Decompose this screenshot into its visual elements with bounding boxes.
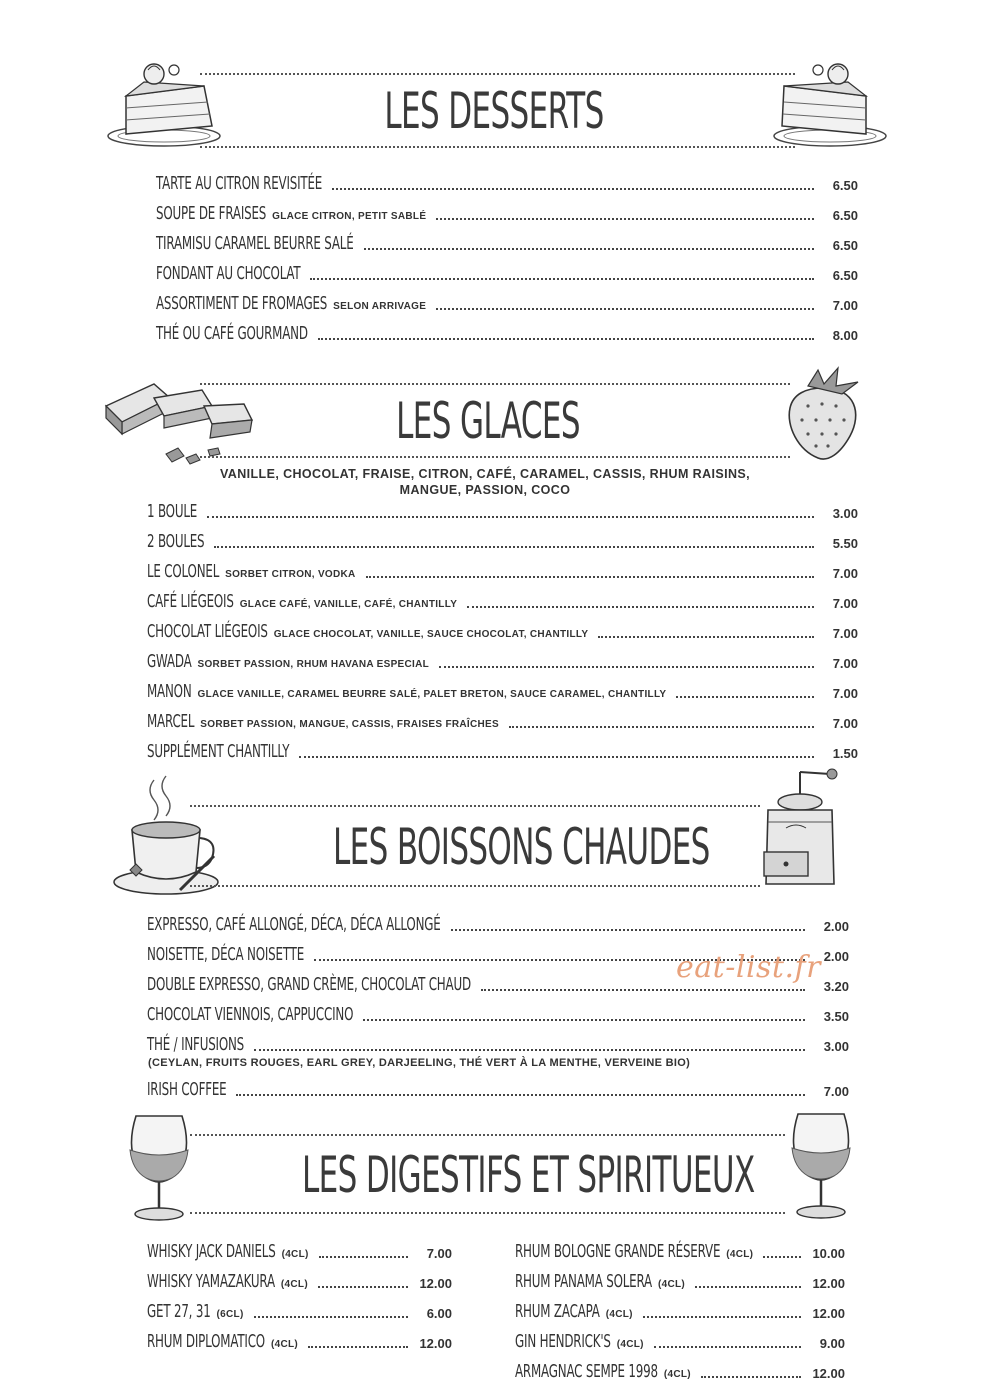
menu-item-price: 1.50 xyxy=(832,746,858,761)
menu-item xyxy=(147,1300,452,1322)
desserts-title: LES DESSERTS xyxy=(384,82,604,140)
menu-item-name: GIN HENDRICK'S xyxy=(515,1331,611,1352)
menu-item-name: GWADA xyxy=(147,651,192,672)
coffee-grinder-illustration xyxy=(760,762,840,892)
menu-item-name: NOISETTE, DÉCA NOISETTE xyxy=(147,944,305,965)
brandy-glass-right-illustration xyxy=(786,1108,856,1223)
menu-item xyxy=(147,1330,452,1352)
dotted-leader xyxy=(332,188,814,190)
menu-item-price: 10.00 xyxy=(812,1246,845,1261)
menu-item xyxy=(147,1078,849,1100)
dotted-leader xyxy=(436,308,814,310)
glaces-top-rule xyxy=(200,383,790,385)
dotted-leader xyxy=(318,1286,408,1288)
menu-item-name: FONDANT AU CHOCOLAT xyxy=(156,263,301,284)
dotted-leader xyxy=(481,989,805,991)
menu-item-name: THÉ OU CAFÉ GOURMAND xyxy=(156,323,308,344)
chocolate-bar-illustration xyxy=(100,376,260,476)
dotted-leader xyxy=(467,606,814,608)
menu-item-price: 2.00 xyxy=(823,919,849,934)
glaces-bottom-rule xyxy=(200,456,790,458)
menu-item-name: CAFÉ LIÉGEOIS xyxy=(147,591,234,612)
menu-item-price: 12.00 xyxy=(812,1366,845,1381)
glaces-title: LES GLACES xyxy=(396,392,580,450)
menu-item-name: RHUM ZACAPA xyxy=(515,1301,600,1322)
menu-item xyxy=(147,1033,849,1055)
menu-item-name: MANON xyxy=(147,681,192,702)
menu-item xyxy=(147,500,858,522)
menu-item xyxy=(156,172,858,194)
menu-item-price: 5.50 xyxy=(832,536,858,551)
menu-item-description: GLACE CHOCOLAT, VANILLE, SAUCE CHOCOLAT, CHANTILLY xyxy=(273,629,589,640)
digestifs-top-rule xyxy=(190,1134,785,1136)
brandy-glass-left-illustration xyxy=(124,1110,194,1225)
menu-item xyxy=(147,590,858,612)
dotted-leader xyxy=(695,1286,801,1288)
glaces-flavours-line-1: VANILLE, CHOCOLAT, FRAISE, CITRON, CAFÉ, CARAMEL, CASSIS, RHUM RAISINS, xyxy=(219,467,751,481)
menu-item xyxy=(156,232,858,254)
menu-item-name: ASSORTIMENT DE FROMAGES xyxy=(156,293,328,314)
menu-item-price: 6.50 xyxy=(832,208,858,223)
menu-item-name: RHUM DIPLOMATICO xyxy=(147,1331,265,1352)
dotted-leader xyxy=(366,576,814,578)
menu-item xyxy=(147,710,858,732)
menu-item xyxy=(147,913,849,935)
menu-item-name: 2 BOULES xyxy=(147,531,205,552)
dotted-leader xyxy=(299,756,814,758)
menu-item-price: 6.00 xyxy=(426,1306,452,1321)
dotted-leader xyxy=(451,929,805,931)
menu-item-description: (4CL) xyxy=(270,1339,299,1350)
menu-item-price: 7.00 xyxy=(832,656,858,671)
menu-item-name: SOUPE DE FRAISES xyxy=(156,203,267,224)
menu-item-description: SELON ARRIVAGE xyxy=(333,301,427,312)
menu-item-price: 9.00 xyxy=(819,1336,845,1351)
menu-item-name: TIRAMISU CARAMEL BEURRE SALÉ xyxy=(156,233,354,254)
watermark: eat-list.fr xyxy=(676,950,821,985)
menu-item xyxy=(515,1330,845,1352)
menu-item xyxy=(147,1270,452,1292)
menu-item-name: CHOCOLAT LIÉGEOIS xyxy=(147,621,268,642)
menu-item-price: 7.00 xyxy=(832,298,858,313)
menu-item-name: RHUM PANAMA SOLERA xyxy=(515,1271,652,1292)
menu-item-name: EXPRESSO, CAFÉ ALLONGÉ, DÉCA, DÉCA ALLONGÉ xyxy=(147,914,441,935)
menu-item-price: 7.00 xyxy=(832,686,858,701)
menu-item xyxy=(515,1270,845,1292)
menu-item-name: GET 27, 31 xyxy=(147,1301,211,1322)
menu-item xyxy=(515,1240,845,1262)
cake-slice-right-illustration xyxy=(770,56,890,151)
menu-item-price: 3.00 xyxy=(823,1039,849,1054)
menu-item xyxy=(147,1240,452,1262)
menu-item-description: GLACE CAFÉ, VANILLE, CAFÉ, CHANTILLY xyxy=(239,599,458,610)
dotted-leader xyxy=(676,696,814,698)
menu-item-price: 3.50 xyxy=(823,1009,849,1024)
menu-item-price: 2.00 xyxy=(823,949,849,964)
menu-item-price: 7.00 xyxy=(832,566,858,581)
menu-item-name: MARCEL xyxy=(147,711,195,732)
menu-item-price: 8.00 xyxy=(832,328,858,343)
dotted-leader xyxy=(214,546,814,548)
dotted-leader xyxy=(207,516,814,518)
dotted-leader xyxy=(236,1094,805,1096)
desserts-top-rule xyxy=(200,73,795,75)
menu-item xyxy=(147,1003,849,1025)
menu-item-name: WHISKY JACK DANIELS xyxy=(147,1241,276,1262)
menu-item-price: 6.50 xyxy=(832,178,858,193)
dotted-leader xyxy=(654,1346,801,1348)
boissons-title: LES BOISSONS CHAUDES xyxy=(333,818,710,876)
dotted-leader xyxy=(364,248,815,250)
dotted-leader xyxy=(319,1256,408,1258)
boissons-bottom-rule xyxy=(190,885,760,887)
menu-item-name: IRISH COFFEE xyxy=(147,1079,227,1100)
menu-item-description: (4CL) xyxy=(281,1249,309,1260)
menu-item-price: 7.00 xyxy=(832,716,858,731)
menu-item xyxy=(156,322,858,344)
menu-item-name: SUPPLÉMENT CHANTILLY xyxy=(147,741,290,762)
cake-slice-left-illustration xyxy=(104,56,224,151)
dotted-leader xyxy=(509,726,814,728)
dotted-leader xyxy=(439,666,814,668)
menu-item-price: 7.00 xyxy=(823,1084,849,1099)
menu-item xyxy=(156,292,858,314)
dotted-leader xyxy=(308,1346,408,1348)
menu-item-price: 7.00 xyxy=(832,626,858,641)
dotted-leader xyxy=(643,1316,801,1318)
menu-item-description: GLACE CITRON, PETIT SABLÉ xyxy=(272,211,427,222)
menu-item-price: 12.00 xyxy=(812,1276,845,1291)
menu-item-price: 3.20 xyxy=(823,979,849,994)
dotted-leader xyxy=(318,338,814,340)
digestifs-bottom-rule xyxy=(190,1212,785,1214)
menu-item-price: 7.00 xyxy=(832,596,858,611)
boissons-top-rule xyxy=(190,805,760,807)
menu-item xyxy=(147,530,858,552)
dotted-leader xyxy=(254,1316,408,1318)
infusions-note: (CEYLAN, FRUITS ROUGES, EARL GREY, DARJEELING, THÉ VERT À LA MENTHE, VERVEINE BIO) xyxy=(148,1057,691,1069)
menu-item xyxy=(147,560,858,582)
menu-item-description: (4CL) xyxy=(605,1309,633,1320)
menu-item-name: THÉ / INFUSIONS xyxy=(147,1034,245,1055)
menu-item xyxy=(156,262,858,284)
menu-item-description: (4CL) xyxy=(280,1279,308,1290)
menu-item-price: 6.50 xyxy=(832,238,858,253)
dotted-leader xyxy=(598,636,814,638)
dotted-leader xyxy=(436,218,814,220)
menu-item xyxy=(147,680,858,702)
strawberry-illustration xyxy=(778,364,868,464)
dotted-leader xyxy=(363,1019,805,1021)
menu-item-description: SORBET PASSION, MANGUE, CASSIS, FRAISES FRAÎCHES xyxy=(200,719,499,730)
menu-item xyxy=(515,1300,845,1322)
menu-item xyxy=(147,650,858,672)
glaces-flavours xyxy=(180,466,790,498)
menu-item-name: ARMAGNAC SEMPE 1998 xyxy=(515,1361,658,1382)
menu-item-price: 7.00 xyxy=(426,1246,452,1261)
desserts-bottom-rule xyxy=(200,146,795,148)
dotted-leader xyxy=(763,1256,801,1258)
dotted-leader xyxy=(701,1376,801,1378)
dotted-leader xyxy=(310,278,814,280)
menu-item xyxy=(147,740,858,762)
menu-item-price: 12.00 xyxy=(419,1336,452,1351)
menu-item-description: GLACE VANILLE, CARAMEL BEURRE SALÉ, PALET BRETON, SAUCE CARAMEL, CHANTILLY xyxy=(197,689,667,700)
menu-item-price: 3.00 xyxy=(832,506,858,521)
menu-item-description: SORBET CITRON, VODKA xyxy=(225,569,356,580)
menu-item-description: (4CL) xyxy=(726,1249,754,1260)
menu-item-price: 6.50 xyxy=(832,268,858,283)
menu-item-description: (4CL) xyxy=(657,1279,686,1290)
menu-item xyxy=(147,620,858,642)
dotted-leader xyxy=(254,1049,805,1051)
menu-item xyxy=(156,202,858,224)
menu-item-name: TARTE AU CITRON REVISITÉE xyxy=(156,173,323,194)
menu-item-name: 1 BOULE xyxy=(147,501,198,522)
menu-item-description: (6CL) xyxy=(216,1309,244,1320)
menu-item-name: LE COLONEL xyxy=(147,561,220,582)
glaces-flavours-line-2: MANGUE, PASSION, COCO xyxy=(399,483,571,497)
menu-item-name: DOUBLE EXPRESSO, GRAND CRÈME, CHOCOLAT CHAUD xyxy=(147,974,471,995)
menu-item-price: 12.00 xyxy=(419,1276,452,1291)
menu-item-description: SORBET PASSION, RHUM HAVANA ESPECIAL xyxy=(197,659,430,670)
coffee-cup-illustration xyxy=(108,772,228,902)
menu-item xyxy=(515,1360,845,1382)
menu-item-description: (4CL) xyxy=(616,1339,644,1350)
digestifs-title: LES DIGESTIFS ET SPIRITUEUX xyxy=(302,1146,755,1204)
menu-item-description: (4CL) xyxy=(663,1369,691,1380)
menu-item-name: WHISKY YAMAZAKURA xyxy=(147,1271,275,1292)
menu-item-name: RHUM BOLOGNE GRANDE RÉSERVE xyxy=(515,1241,721,1262)
menu-item-price: 12.00 xyxy=(812,1306,845,1321)
menu-item-name: CHOCOLAT VIENNOIS, CAPPUCCINO xyxy=(147,1004,354,1025)
